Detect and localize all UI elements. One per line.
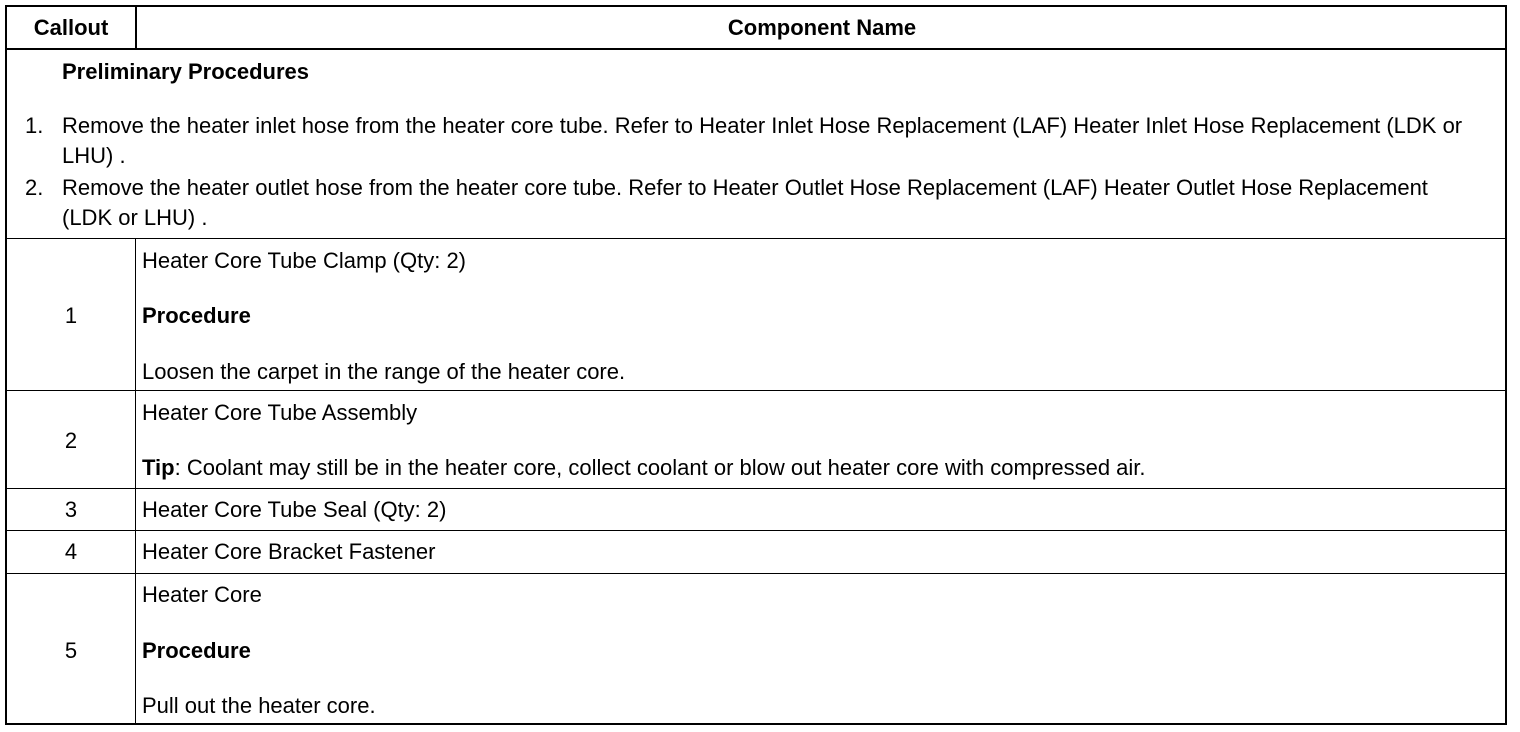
row-divider [7,238,1505,239]
procedure-label: Procedure [142,303,251,328]
step-text: Remove the heater outlet hose from the heater core tube. Refer to Heater Outlet Hose Replacement (LAF) Heater Outlet Hose Replacement (LDK or LHU) . [62,175,1428,230]
header-component-name: Component Name [727,15,917,40]
step-number: 2. [25,175,44,200]
column-divider [135,238,136,724]
step-text: Remove the heater inlet hose from the heater core tube. Refer to Heater Inlet Hose Replacement (LAF) Heater Inlet Hose Replacement (LDK or LHU) . [62,113,1463,168]
component-name: Heater Core [142,582,262,607]
tip-label: Tip [142,455,175,480]
preliminary-title: Preliminary Procedures [62,59,310,84]
callout-number: 5 [64,638,78,663]
component-name: Heater Core Tube Seal (Qty: 2) [142,497,447,522]
procedure-text: Pull out the heater core. [142,693,376,718]
header-callout: Callout [33,15,109,40]
callout-number: 3 [64,497,78,522]
row-divider [7,488,1505,489]
component-name: Heater Core Tube Assembly [142,400,418,425]
row-divider [7,390,1505,391]
step-number: 1. [25,113,44,138]
row-divider [7,530,1505,531]
tip-note [142,455,1146,481]
callout-number: 1 [64,303,78,328]
procedure-label: Procedure [142,638,251,663]
callout-number: 4 [64,539,78,564]
header-divider [7,48,1505,50]
component-table [5,5,1507,725]
component-name: Heater Core Bracket Fastener [142,539,436,564]
callout-number: 2 [64,428,78,453]
procedure-text: Loosen the carpet in the range of the heater core. [142,359,626,384]
tip-text: : Coolant may still be in the heater core, collect coolant or blow out heater core with compressed air. [174,455,1146,480]
component-name: Heater Core Tube Clamp (Qty: 2) [142,248,467,273]
row-divider [7,573,1505,574]
